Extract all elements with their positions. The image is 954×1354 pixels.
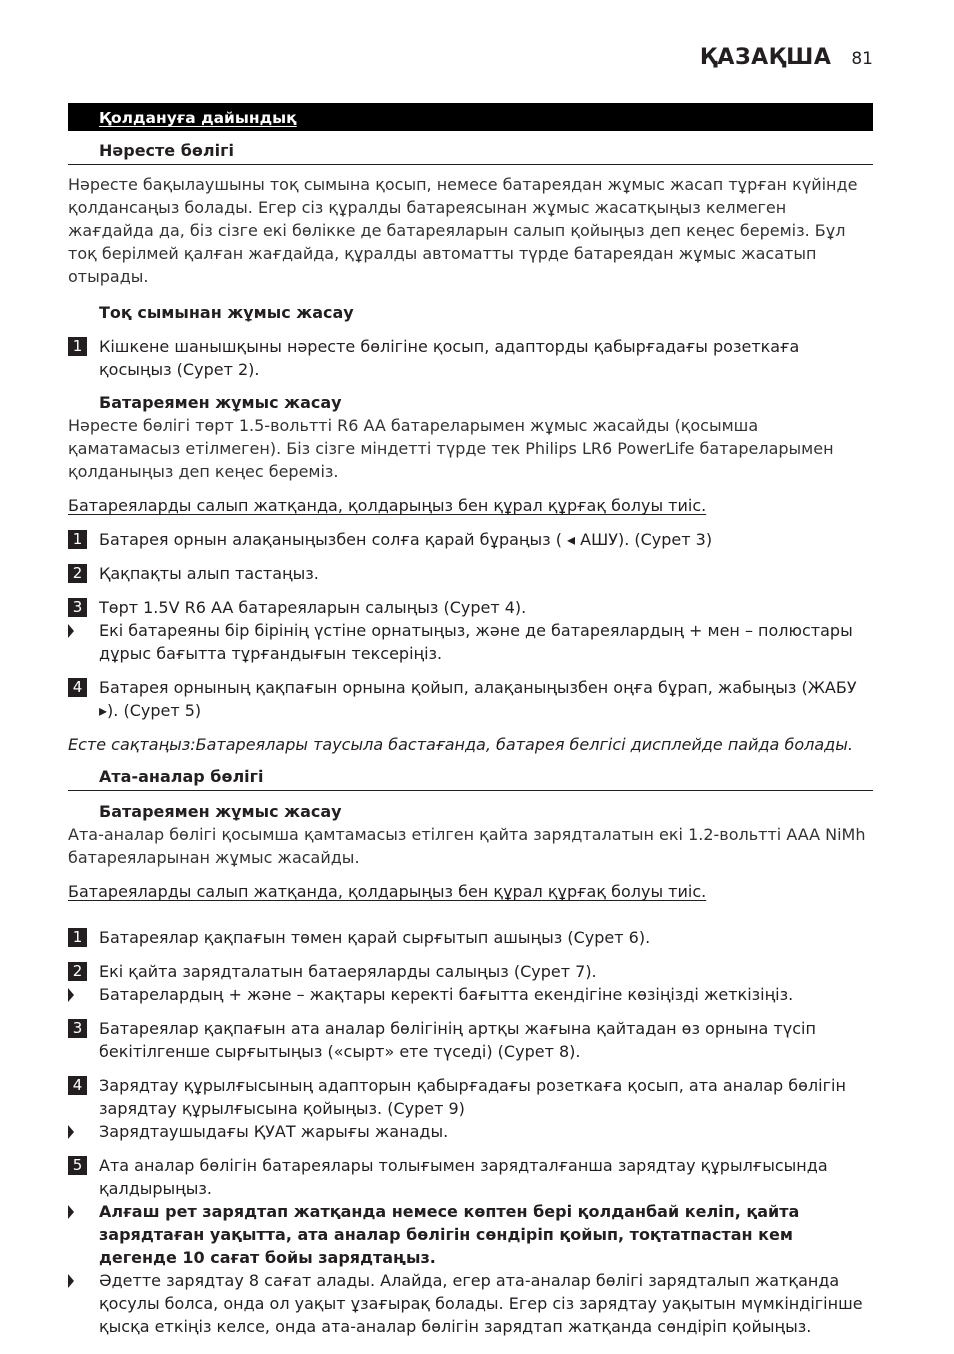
bullet-text: Алғаш рет зарядтап жатқанда немесе көптен бері қолданбай келіп, қайта зарядтаған уақытта, ата аналар бөлігін сөндіріп қойып, тоқтатпастан кем дегенде 10 сағат бойы зарядтаңыз. xyxy=(99,1202,800,1267)
parent-unit-heading: Ата-аналар бөлігі xyxy=(68,766,873,791)
page-header xyxy=(700,46,873,71)
baby-unit-heading: Нәресте бөлігі xyxy=(68,140,873,165)
bullet-icon xyxy=(68,1205,74,1219)
step-number: 4 xyxy=(68,678,87,697)
baby-intro-paragraph: Нәресте бақылаушыны тоқ сымына қосып, немесе батареядан жұмыс жасап тұрған күйінде қолдансаңыз болады. Егер сіз құралды батареясынан жұмыс жасатқыңыз келмеген жағдайда да, біз сізге екі бөлікке де батареяларын салып қойыңыз деп кеңес береміз. Бұл тоқ берілмей қалған жағдайда, құралды автоматты түрде батареядан жұмыс жасатып отырады. xyxy=(68,175,858,286)
step-number: 3 xyxy=(68,598,87,617)
page-content xyxy=(68,103,873,1338)
parent-step-1 xyxy=(68,926,873,949)
bullet-icon xyxy=(68,624,74,638)
step-number: 4 xyxy=(68,1076,87,1095)
bullet-icon xyxy=(68,1125,74,1139)
bullet-icon xyxy=(68,1274,74,1288)
parent-step-4-bullet xyxy=(68,1120,873,1143)
step-text: Зарядтау құрылғысының адапторын қабырғадағы розеткаға қосып, ата аналар бөлігін зарядтау құрылғысына қойыңыз. (Сурет 9) xyxy=(99,1076,846,1118)
parent-step-3 xyxy=(68,1017,873,1063)
bullet-text: Зарядтаушыдағы ҚУАТ жарығы жанады. xyxy=(99,1122,449,1141)
mains-step-1 xyxy=(68,335,873,381)
section-title: Қолдануға дайындық xyxy=(68,103,873,131)
bullet-icon xyxy=(68,988,74,1002)
parent-step-2 xyxy=(68,960,873,983)
baby-battery-heading: Батареямен жұмыс жасау xyxy=(99,393,342,412)
bullet-text: Батарелардың + және – жақтары керекті бағытта екендігіне көзіңізді жеткізіңіз. xyxy=(99,985,794,1004)
step-text: Батареялар қақпағын ата аналар бөлігінің артқы жағына қайтадан өз орнына түсіп бекітілгенше сырғытыңыз («сырт» ете түседі) (Сурет 8). xyxy=(99,1019,816,1061)
page-number: 81 xyxy=(851,49,873,69)
language-label: ҚАЗАҚША xyxy=(699,45,832,70)
parent-step-5 xyxy=(68,1154,873,1200)
parent-step-5-bullet-2 xyxy=(68,1269,873,1338)
baby-battery-intro: Нәресте бөлігі төрт 1.5-вольтті R6 AA батареларымен жұмыс жасайды (қосымша қаматамасыз етілмеген). Біз сізге міндетті түрде тек Philips LR6 PowerLife батареларымен қолданыңыз деп кеңес береміз. xyxy=(68,416,834,481)
step-text: Екі қайта зарядталатын батаеряларды салыңыз (Сурет 7). xyxy=(99,962,597,981)
parent-battery-intro: Ата-аналар бөлігі қосымша қамтамасыз етілген қайта зарядталатын екі 1.2-вольтті AAA NiMh батареяларынан жұмыс жасайды. xyxy=(68,825,866,867)
parent-step-4 xyxy=(68,1074,873,1120)
step-text: Ата аналар бөлігін батареялары толығымен зарядталғанша зарядтау құрылғысында қалдырыңыз. xyxy=(99,1156,828,1198)
step-number: 3 xyxy=(68,1019,87,1038)
step-text: Кішкене шанышқыны нәресте бөлігіне қосып, адапторды қабырғадағы розеткаға қосыңыз (Сурет 2). xyxy=(99,337,800,379)
parent-step-5-bullet-1 xyxy=(68,1200,873,1269)
step-number: 2 xyxy=(68,564,87,583)
step-text: Батарея орнының қақпағын орнына қойып, алақаныңызбен оңға бұрап, жабыңыз (ЖАБУ ▸). (Сурет 5) xyxy=(99,678,857,720)
step-number: 5 xyxy=(68,1156,87,1175)
step-text: Батарея орнын алақаныңызбен солға қарай бұраңыз ( ◂ АШУ). (Сурет 3) xyxy=(99,530,713,549)
baby-warning: Батареяларды салып жатқанда, қолдарыңыз бен құрал құрғақ болуы тиіс. xyxy=(68,496,707,515)
parent-step-2-bullet xyxy=(68,983,873,1006)
bullet-text: Әдетте зарядтау 8 сағат алады. Алайда, егер ата-аналар бөлігі зарядталып жатқанда қосулы болса, онда ол уақыт ұзағырақ болады. Егер сіз зарядтау уақытын мүмкіндігінше қысқа еткіңіз келсе, онда ата-аналар бөлігін зарядтап жатқанда сөндіріп қойыңыз. xyxy=(99,1271,863,1336)
step-number: 1 xyxy=(68,337,87,356)
parent-battery-heading: Батареямен жұмыс жасау xyxy=(99,802,342,821)
step-text: Батареялар қақпағын төмен қарай сырғытып ашыңыз (Сурет 6). xyxy=(99,928,651,947)
step-number: 1 xyxy=(68,928,87,947)
baby-step-4 xyxy=(68,676,873,722)
baby-step-2 xyxy=(68,562,873,585)
parent-warning: Батареяларды салып жатқанда, қолдарыңыз бен құрал құрғақ болуы тиіс. xyxy=(68,882,707,901)
baby-step-1 xyxy=(68,528,873,551)
bullet-text: Екі батареяны бір бірінің үстіне орнатыңыз, және де батареялардың + мен – полюстары дұрыс бағытта тұрғандығын тексеріңіз. xyxy=(99,621,853,663)
step-number: 1 xyxy=(68,530,87,549)
mains-heading: Тоқ сымынан жұмыс жасау xyxy=(99,303,354,322)
step-number: 2 xyxy=(68,962,87,981)
step-text: Қақпақты алып тастаңыз. xyxy=(99,564,319,583)
baby-step-3 xyxy=(68,596,873,619)
battery-note: Есте сақтаңыз:Батареялары таусыла бастағанда, батарея белгісі дисплейде пайда болады. xyxy=(68,735,853,754)
step-text: Төрт 1.5V R6 AA батареяларын салыңыз (Сурет 4). xyxy=(99,598,527,617)
baby-step-3-bullet xyxy=(68,619,873,665)
